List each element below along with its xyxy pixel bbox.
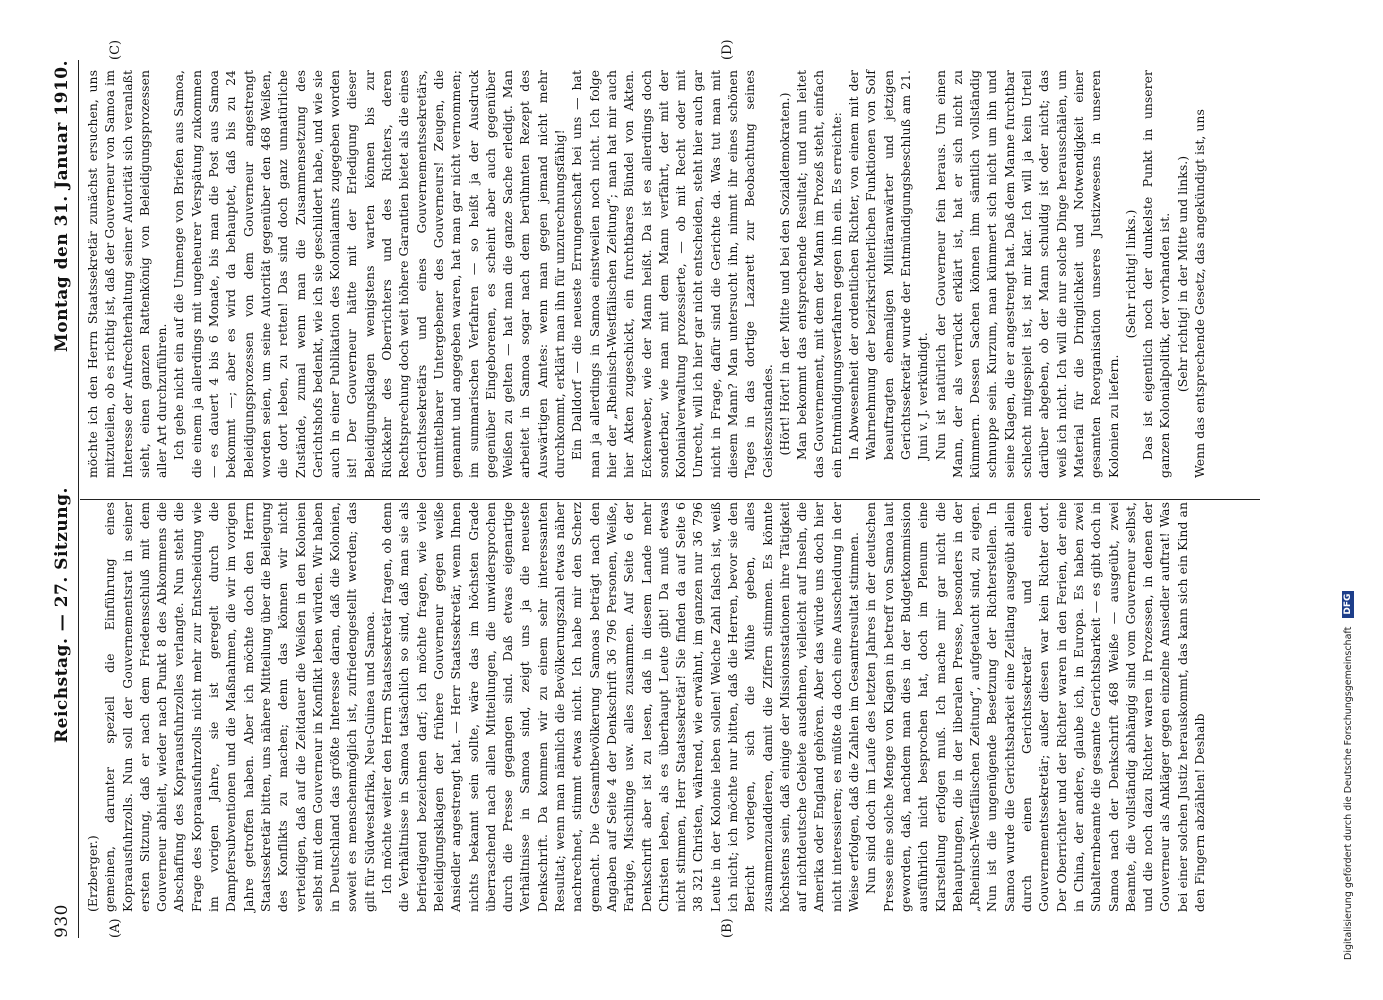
interjection: (Sehr richtig! links.) [1122, 209, 1138, 339]
paragraph: Ein Dalldorf — die neueste Errungenschaft bei uns — hat man ja allerdings in Samoa einstweilen noch nicht. Ich folge hier der „Rheinisch-Westfälischen Zeitung“; man hat mir auch hier Akten zugeschickt, ein furchtbares Bündel von Akten. Eckenweber, wie der Mann heißt. Da ist es allerdings doch sonderbar, wie man mit dem Mann verfährt, der mit der Kolonialverwaltung prozessierte, — ob mit Recht oder mit Unrecht, will ich hier gar nicht entscheiden, steht hier auch gar nicht in Frage, dafür sind die Gerichte da. Was tut man mit diesem Mann? Man untersucht ihn, nimmt ihr eines schönen Tages in das dortige Lazarett zur Beobachtung seines Geisteszustandes. [569, 70, 775, 478]
paragraph: Nun sind doch im Laufe des letzten Jahres in der deutschen Presse eine solche Menge von Klagen in betreff von Samoa laut geworden, daß, nachdem man dies in der Budgetkommission ausführlich nicht besprochen hat, doch im Plenum eine Klarstellung erfolgen muß. Ich mache mir gar nicht die Behauptungen, die in der liberalen Presse, besonders in der „Rheinisch-Westfälischen Zeitung“, aufgetaucht sind, zu eigen. Nun ist die ungenügende Besetzung der Richterstellen. In Samoa wurde die Gerichtsbarkeit eine Zeitlang ausgeübt allein durch einen Gerichtssekretär und einen Gouvernementssekretär; außer diesen war kein Richter dort. Der Oberrichter und der Richter waren in den Ferien, der eine in China, der andere, glaube ich, in Europa. Es haben zwei Subalternbeamte die gesamte Gerichtsbarkeit — es gibt doch in Samoa nach der Denkschrift 468 Weiße — ausgeübt, zwei Beamte, die vollständig abhängig sind vom Gouverneur selbst, und die noch dazu Richter waren in Prozessen, in denen der Gouverneur als Ankläger gegen einzelne Ansiedler auftrat! Was bei einer solchen Justiz herauskommt, das kann sich ein Kind an den Fingern abzählen! Deshalb [863, 502, 1207, 912]
paragraph: möchte ich den Herrn Staatssekretär zunächst ersuchen, uns mitzuteilen, ob es richtig ist, daß der Gouverneur von Samoa im Interesse der Aufrechterhaltung seiner Autorität sich veranlaßt sieht, einen ganzen Rattenkönig von Beleidigungsprozessen aller Art durchzuführen. [85, 70, 170, 478]
page-number: 930 [52, 904, 72, 938]
credit-text: Digitalisierung gefördert durch die Deutsche Forschungsgemeinschaft [1342, 626, 1354, 960]
interjection: (Hört! Hört! in der Mitte und bei den Sozialdemokraten.) [776, 92, 792, 456]
session-date: Montag den 31. Januar 1910. [52, 60, 72, 353]
margin-marker-a: (A) [108, 918, 123, 938]
digitization-credit [1342, 20, 1354, 960]
paragraph: Das ist eigentlich noch der dunkelste Punkt in unserer ganzen Kolonialpolitik, der vorhanden ist. [1140, 70, 1173, 478]
paragraph: Wenn das entsprechende Gesetz, das angekündigt ist, uns [1192, 109, 1207, 478]
margin-marker-d: (D) [720, 39, 735, 60]
page-header [52, 60, 74, 938]
speaker-name: (Erzberger.) [85, 835, 100, 912]
right-text-column [84, 70, 1208, 478]
paragraph: gemeinen, darunter speziell die Einführung eines Kopraausfuhrzolls. Nun soll der Gouvernementsrat in seiner ersten Sitzung, daß er nach dem Friedensschluß mit dem Gouverneur abhielt, wieder nach Punkt 8 des Abkommens die Abschaffung des Kopraausfuhrzolles verlangte. Nun steht die Frage des Kopraausfuhrzolls nicht mehr zur Entscheidung wie im vorigen Jahre, sie ist geregelt durch die Dampfersubventionen und die Maßnahmen, die wir im vorigen Jahre getroffen haben. Aber ich möchte doch den Herrn Staatssekretär bitten, uns nähere Mitteilung über die Beilegung des Konflikts zu machen; denn das können wir nicht verteidigen, daß auf die Zeitdauer die Weißen in den Kolonien selbst mit dem Gouverneur in Konflikt leben würden. Wir haben in Deutschland das größte Interesse daran, daß die Kolonien, soweit es menschenmöglich ist, zufriedengestellt werden; das gilt für Südwestafrika, Neu-Guinea und Samoa. [102, 502, 377, 912]
column-divider [80, 499, 1260, 500]
left-text-column [84, 502, 1208, 912]
margin-marker-c: (C) [108, 39, 123, 60]
paragraph: Nun ist natürlich der Gouverneur fein heraus. Um einen Mann, der als verrückt erklärt ist, hat er sich nicht zu kümmern. Dessen Sachen können ihm sämtlich vollständig schnuppe sein. Kurzum, man kümmert sich nicht um ihn und seine Klagen, die er angestrengt hat. Daß dem Manne furchtbar schlecht mitgespielt ist, ist mir klar. Ich will ja kein Urteil darüber abgeben, ob der Mann schuldig ist oder nicht; das weiß ich nicht. Ich will die nur solche Dinge herausschälen, um Material für die Dringlichkeit und Notwendigkeit einer gesamten Reorganisation unseres Justizwesens in unseren Kolonien zu liefern. [932, 70, 1121, 478]
interjection: (Sehr richtig! in der Mitte und links.) [1174, 155, 1190, 393]
header-rule [78, 60, 79, 938]
paragraph: Ich gehe nicht ein auf die Unmenge von Briefen aus Samoa, die einem ja allerdings mit ungeheurer Verspätung zukommen — es dauert 4 bis 6 Monate, bis man die Post aus Samoa bekommt —; aber es wird da behauptet, daß bis zu 24 Beleidigungsprozessen von dem Gouverneur angestrengt worden seien, um seine Autorität gegenüber den 468 Weißen, die dort leben, zu retten! Das sind doch ganz unnatürliche Zustände, zumal wenn man die Zusammensetzung des Gerichtshofs bedenkt, wie ich sie geschildert habe, und wie sie auch in einer Publikation des Kolonialamts zugegeben worden ist! Der Gouverneur hätte mit der Erledigung dieser Beleidigungsklagen wenigstens warten können bis zur Rückkehr des Oberrichters und des Richters, deren Rechtsprechung doch weit höhere Garantien bietet als die eines Gerichtssekretärs und eines Gouvernementssekretärs, unmittelbarer Untergebener des Gouverneurs! Zeugen, die genannt und angegeben waren, hat man gar nicht vernommen; im summarischen Verfahren — so heißt ja der Ausdruck gegenüber Eingeborenen, es scheint aber auch gegenüber Weißen zu gelten — hat man die ganze Sache erledigt. Man arbeitet in Samoa sogar nach dem berühmten Rezept des Auswärtigen Amtes: wenn man gegen jemand nicht mehr durchkommt, erklärt man ihn für unzurechnungsfähig! [171, 70, 568, 478]
paragraph: Man bekommt das entsprechende Resultat; und nun leitet das Gouvernement, mit dem der Mann im Prozeß steht, einfach ein Entmündigungsverfahren gegen ihn ein. Es erreichte: [794, 70, 844, 478]
dfg-logo: DFG [1342, 591, 1354, 618]
margin-marker-b: (B) [720, 918, 735, 938]
quotation: In Abwesenheit der ordentlichen Richter, von einem mit der Wahrnehmung der bezirksrichterlichen Funktionen von Solf beauftragten ehemaligen Militäranwärter und jetzigen Gerichtssekretär wurde der Entmündigungsbeschluß am 21. Juni v. J. verkündigt. [846, 70, 931, 460]
session-title: Reichstag. — 27. Sitzung. [52, 487, 72, 743]
paragraph: Ich möchte weiter den Herrn Staatssekretär fragen, ob denn die Verhältnisse in Samoa tatsächlich so sind, daß man sie als befriedigend bezeichnen darf; ich möchte fragen, wie viele Beleidigungsklagen der frühere Gouverneur gegen weiße Ansiedler angestrengt hat. — Herr Staatssekretär, wenn Ihnen nichts bekannt sein sollte, wäre das im höchsten Grade überraschend nach allen Mitteilungen, die unwidersprochen durch die Presse gegangen sind. Daß etwas eigenartige Verhältnisse in Samoa sind, zeigt uns ja die neueste Denkschrift. Da kommen wir zu einem sehr interessanten Resultat; wenn man nämlich die Bevölkerungszahl etwas näher nachrechnet, stimmt etwas nicht. Ich habe mir den Scherz gemacht. Die Gesamtbevölkerung Samoas beträgt nach den Angaben auf Seite 4 der Denkschrift 36 796 Personen, Weiße, Farbige, Mischlinge usw. alles zusammen. Auf Seite 6 der Denkschrift aber ist zu lesen, daß in diesem Lande mehr Christen leben, als es überhaupt Leute gibt! Da muß etwas nicht stimmen, Herr Staatssekretär! Sie finden da auf Seite 6 38 321 Christen, während, wie erwähnt, im ganzen nur 36 796 Leute in der Kolonie leben sollen! Welche Zahl falsch ist, weiß ich nicht; ich möchte nur bitten, daß die Herren, bevor sie den Bericht vorlegen, sich die Mühe geben, alles zusammenzuaddieren, damit die Ziffern stimmen. Es könnte höchstens sein, daß einige der Missionsstationen ihre Tätigkeit auf nichtdeutsche Gebiete ausdehnen, vielleicht auf Inseln, die Amerika oder England gehören. Aber das würde uns doch hier nicht interessieren; es müßte da doch eine Ausscheidung in der Weise erfolgen, daß die Zahlen im Gesamtresultat stimmen. [379, 502, 862, 912]
